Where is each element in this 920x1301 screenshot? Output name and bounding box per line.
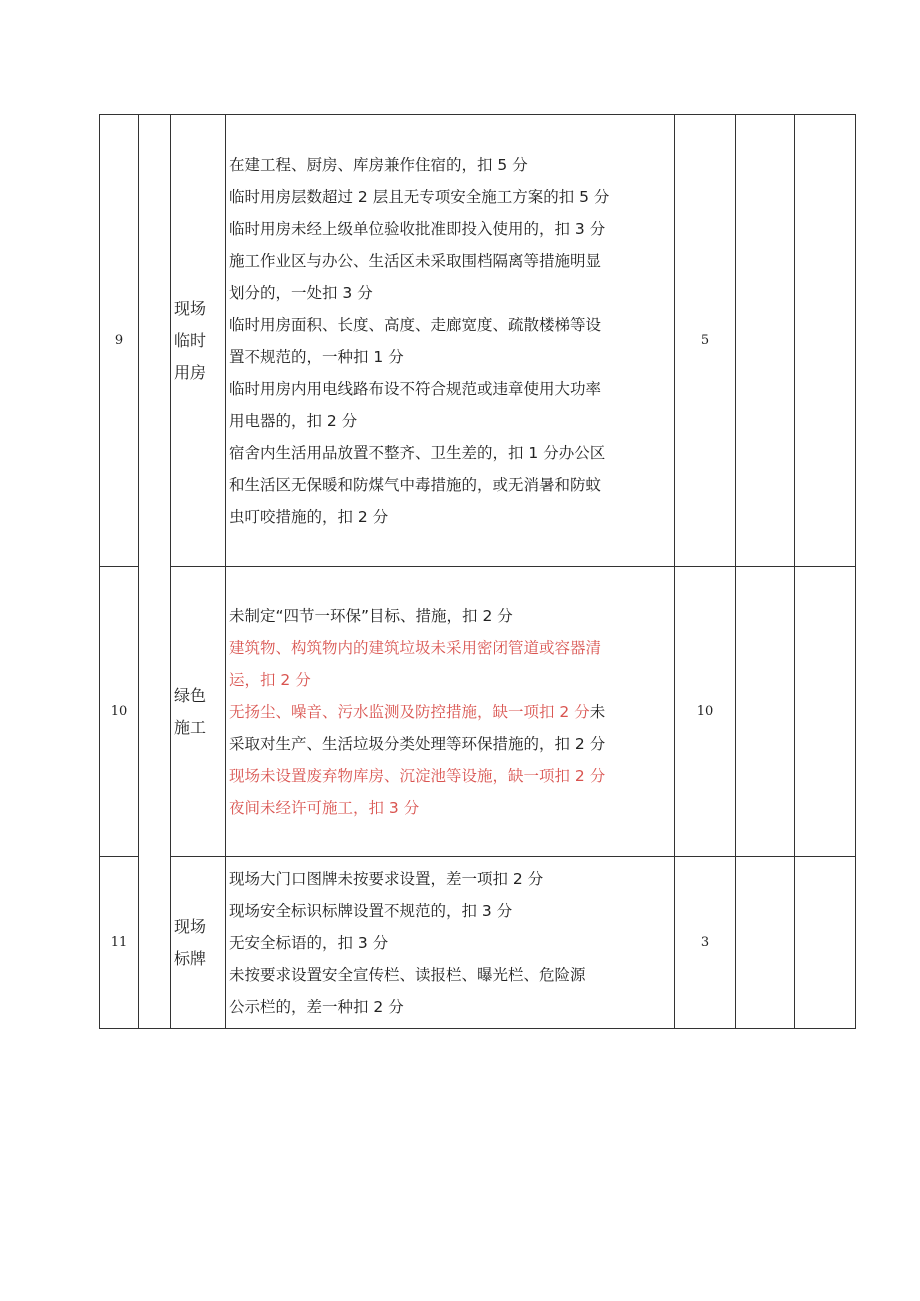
max-score: 5 [675, 115, 736, 567]
criteria-line-text: 临时用房层数超过 2 层且无专项安全施工方案的扣 5 分 [229, 187, 610, 206]
criteria-line-text: 和生活区无保暖和防煤气中毒措施的，或无消暑和防蚊 [229, 475, 602, 494]
item-name-line: 施工 [174, 717, 207, 737]
criteria-line-text: 划分的，一处扣 3 分 [229, 283, 373, 302]
criteria-line [229, 632, 672, 664]
item-name-line: 用房 [174, 362, 207, 382]
criteria-line [229, 792, 672, 824]
criteria-line [229, 959, 672, 991]
criteria-line [229, 863, 672, 895]
criteria-line [229, 927, 672, 959]
item-name [171, 857, 226, 1029]
criteria-line [229, 728, 672, 760]
inspection-table [99, 114, 856, 1029]
criteria-line-text: 临时用房内用电线路布设不符合规范或违章使用大功率 [229, 379, 602, 398]
table-row [100, 567, 856, 857]
criteria-line-text: 采取对生产、生活垃圾分类处理等环保措施的，扣 2 分 [229, 734, 606, 753]
row-number: 11 [100, 857, 139, 1029]
table-row [100, 857, 856, 1029]
criteria-line [229, 437, 672, 469]
criteria-line-text: 无扬尘、噪音、污水监测及防控措施，缺一项扣 2 分 [229, 702, 590, 721]
max-score: 3 [675, 857, 736, 1029]
criteria-line [229, 696, 672, 728]
criteria-line [229, 341, 672, 373]
criteria-line-text: 建筑物、构筑物内的建筑垃圾未采用密闭管道或容器清 [229, 638, 602, 657]
criteria-line-text: 用电器的，扣 2 分 [229, 411, 358, 430]
criteria-line [229, 501, 672, 533]
item-name-line: 现场 [174, 916, 207, 936]
criteria-line [229, 149, 672, 181]
criteria-line [229, 277, 672, 309]
criteria-text [226, 857, 675, 1029]
criteria-line [229, 469, 672, 501]
criteria-line-text: 无安全标语的，扣 3 分 [229, 933, 389, 952]
criteria-line-text: 虫叮咬措施的，扣 2 分 [229, 507, 389, 526]
criteria-line [229, 895, 672, 927]
criteria-line [229, 600, 672, 632]
criteria-line-text: 未按要求设置安全宣传栏、读报栏、曝光栏、危险源 [229, 965, 586, 984]
criteria-text [226, 115, 675, 567]
item-name [171, 115, 226, 567]
item-name [171, 567, 226, 857]
criteria-line-text: 临时用房面积、长度、高度、走廊宽度、疏散楼梯等设 [229, 315, 602, 334]
deduction-cell [736, 857, 795, 1029]
criteria-text [226, 567, 675, 857]
category-cell [139, 115, 171, 1029]
deduction-cell [736, 115, 795, 567]
criteria-line-text: 施工作业区与办公、生活区未采取围档隔离等措施明显 [229, 251, 602, 270]
actual-score-cell [795, 857, 856, 1029]
actual-score-cell [795, 115, 856, 567]
criteria-line [229, 181, 672, 213]
criteria-line-text: 在建工程、厨房、库房兼作住宿的，扣 5 分 [229, 155, 528, 174]
item-name-line: 标牌 [174, 948, 207, 968]
criteria-line [229, 991, 672, 1023]
criteria-line-text: 未制定“四节一环保”目标、措施，扣 2 分 [229, 606, 513, 625]
criteria-line-text: 临时用房未经上级单位验收批准即投入使用的，扣 3 分 [229, 219, 606, 238]
criteria-line-text: 现场未设置废弃物库房、沉淀池等设施，缺一项扣 2 分 [229, 766, 606, 785]
item-name-line: 临时 [174, 330, 207, 350]
criteria-line [229, 405, 672, 437]
criteria-line [229, 309, 672, 341]
criteria-line-text: 运，扣 2 分 [229, 670, 311, 689]
criteria-line [229, 213, 672, 245]
table-body [100, 115, 856, 1029]
row-number: 9 [100, 115, 139, 567]
criteria-line [229, 664, 672, 696]
criteria-line [229, 245, 672, 277]
criteria-line-text: 现场大门口图牌未按要求设置，差一项扣 2 分 [229, 869, 544, 888]
criteria-line-tail: 未 [589, 702, 606, 721]
item-name-line: 绿色 [174, 685, 207, 705]
criteria-line-text: 夜间未经许可施工，扣 3 分 [229, 798, 420, 817]
deduction-cell [736, 567, 795, 857]
actual-score-cell [795, 567, 856, 857]
criteria-line [229, 373, 672, 405]
criteria-line-text: 宿舍内生活用品放置不整齐、卫生差的，扣 1 分办公区 [229, 443, 606, 462]
row-number: 10 [100, 567, 139, 857]
criteria-line-text: 公示栏的，差一种扣 2 分 [229, 997, 404, 1016]
criteria-line-text: 现场安全标识标牌设置不规范的，扣 3 分 [229, 901, 513, 920]
max-score: 10 [675, 567, 736, 857]
criteria-line [229, 760, 672, 792]
item-name-line: 现场 [174, 298, 207, 318]
table-row [100, 115, 856, 567]
criteria-line-text: 置不规范的，一种扣 1 分 [229, 347, 404, 366]
